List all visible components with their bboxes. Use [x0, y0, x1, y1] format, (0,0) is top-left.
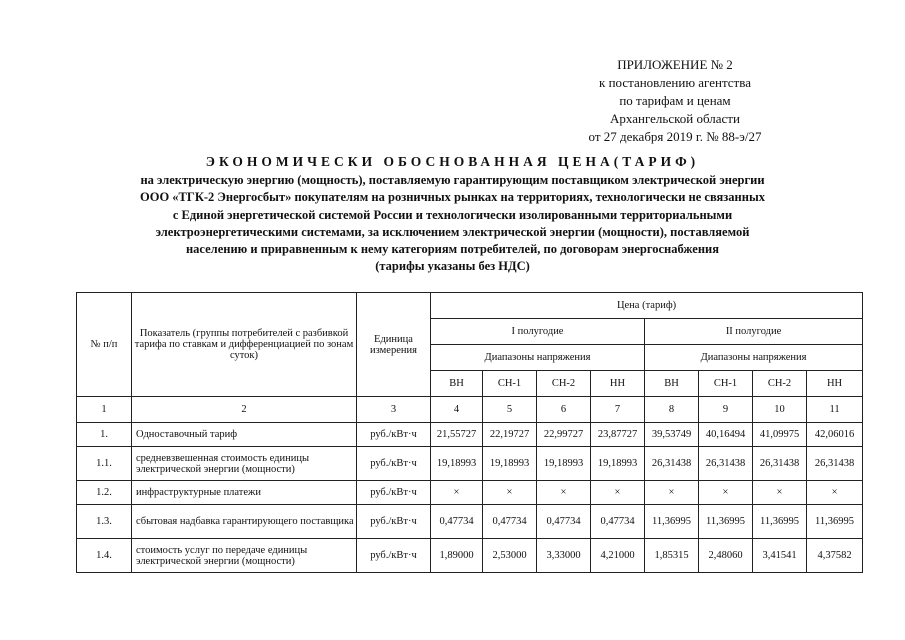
- header-ranges-2: Диапазоны напряжения: [645, 345, 863, 371]
- price-cell: 42,06016: [807, 423, 863, 447]
- row-unit: руб./кВт·ч: [357, 505, 431, 539]
- price-cell: 11,36995: [753, 505, 807, 539]
- price-cell: 3,41541: [753, 539, 807, 573]
- price-cell: 23,87727: [591, 423, 645, 447]
- price-cell: 22,19727: [483, 423, 537, 447]
- price-cell: 19,18993: [591, 447, 645, 481]
- row-indicator: сбытовая надбавка гарантирующего поставщика: [132, 505, 357, 539]
- column-number: 9: [699, 397, 753, 423]
- price-cell: 22,99727: [537, 423, 591, 447]
- appendix-line: ПРИЛОЖЕНИЕ № 2: [617, 57, 733, 72]
- appendix-line: по тарифам и ценам: [619, 93, 731, 108]
- price-cell: 41,09975: [753, 423, 807, 447]
- price-cell: 19,18993: [537, 447, 591, 481]
- price-cell: 4,37582: [807, 539, 863, 573]
- header-voltage: НН: [807, 371, 863, 397]
- subtitle-line: электроэнергетическими системами, за исключением электрической энергии (мощности), поставляемой: [155, 224, 750, 239]
- subtitle-line: ООО «ТГК-2 Энергосбыт» покупателям на розничных рынках на территориях, технологически не связанных: [140, 190, 765, 205]
- price-cell: 4,21000: [591, 539, 645, 573]
- tariff-table: [76, 292, 863, 573]
- table-row: [77, 505, 863, 539]
- price-cell: ×: [591, 481, 645, 505]
- subtitle-line: (тарифы указаны без НДС): [375, 259, 530, 274]
- price-cell: ×: [699, 481, 753, 505]
- document-subtitle: [60, 172, 845, 276]
- column-number: 7: [591, 397, 645, 423]
- price-cell: 0,47734: [591, 505, 645, 539]
- row-number: 1.2.: [77, 481, 132, 505]
- price-cell: 26,31438: [645, 447, 699, 481]
- price-cell: 11,36995: [699, 505, 753, 539]
- price-cell: ×: [537, 481, 591, 505]
- appendix-line: Архангельской области: [610, 111, 740, 126]
- price-cell: 0,47734: [483, 505, 537, 539]
- price-cell: 19,18993: [431, 447, 483, 481]
- header-voltage: СН-2: [537, 371, 591, 397]
- row-unit: руб./кВт·ч: [357, 423, 431, 447]
- subtitle-line: населению и приравненным к нему категориям потребителей, по договорам энергоснабжения: [185, 242, 719, 257]
- table-row: [77, 423, 863, 447]
- row-number: 1.3.: [77, 505, 132, 539]
- price-cell: 3,33000: [537, 539, 591, 573]
- document-title: ЭКОНОМИЧЕСКИ ОБОСНОВАННАЯ ЦЕНА(ТАРИФ): [205, 154, 700, 169]
- price-cell: ×: [753, 481, 807, 505]
- price-cell: 40,16494: [699, 423, 753, 447]
- header-no: № п/п: [77, 293, 132, 397]
- column-number: 10: [753, 397, 807, 423]
- price-cell: ×: [483, 481, 537, 505]
- column-number: 11: [807, 397, 863, 423]
- row-number: 1.1.: [77, 447, 132, 481]
- row-indicator: стоимость услуг по передаче единицы электрической энергии (мощности): [132, 539, 357, 573]
- column-number: 2: [132, 397, 357, 423]
- header-voltage: ВН: [431, 371, 483, 397]
- column-number: 6: [537, 397, 591, 423]
- appendix-header: [540, 56, 810, 146]
- price-cell: 1,85315: [645, 539, 699, 573]
- price-cell: 26,31438: [699, 447, 753, 481]
- header-half-2: II полугодие: [645, 319, 863, 345]
- header-voltage: СН-2: [753, 371, 807, 397]
- price-cell: 0,47734: [431, 505, 483, 539]
- price-cell: 2,53000: [483, 539, 537, 573]
- column-number: 5: [483, 397, 537, 423]
- header-voltage: СН-1: [699, 371, 753, 397]
- row-unit: руб./кВт·ч: [357, 481, 431, 505]
- subtitle-line: с Единой энергетической системой России и технологически изолированными территориальными: [172, 207, 733, 222]
- header-ranges-1: Диапазоны напряжения: [431, 345, 645, 371]
- row-unit: руб./кВт·ч: [357, 539, 431, 573]
- row-indicator: инфраструктурные платежи: [132, 481, 357, 505]
- price-cell: 0,47734: [537, 505, 591, 539]
- row-number: 1.: [77, 423, 132, 447]
- table-row: [77, 481, 863, 505]
- price-cell: 19,18993: [483, 447, 537, 481]
- price-cell: 11,36995: [645, 505, 699, 539]
- table-row: [77, 447, 863, 481]
- subtitle-line: на электрическую энергию (мощность), поставляемую гарантирующим поставщиком электрической энергии: [140, 173, 765, 187]
- price-cell: 39,53749: [645, 423, 699, 447]
- price-cell: ×: [645, 481, 699, 505]
- price-cell: ×: [431, 481, 483, 505]
- row-unit: руб./кВт·ч: [357, 447, 431, 481]
- price-cell: 1,89000: [431, 539, 483, 573]
- row-indicator: Одноставочный тариф: [132, 423, 357, 447]
- header-indicator: Показатель (группы потребителей с разбивкой тарифа по ставкам и дифференциацией по зонам суток): [132, 293, 357, 397]
- price-cell: 26,31438: [807, 447, 863, 481]
- column-number: 8: [645, 397, 699, 423]
- header-price: Цена (тариф): [431, 293, 863, 319]
- row-indicator: средневзвешенная стоимость единицы электрической энергии (мощности): [132, 447, 357, 481]
- table-row: [77, 539, 863, 573]
- price-cell: 26,31438: [753, 447, 807, 481]
- column-number: 4: [431, 397, 483, 423]
- header-voltage: ВН: [645, 371, 699, 397]
- appendix-line: к постановлению агентства: [599, 75, 751, 90]
- price-cell: 11,36995: [807, 505, 863, 539]
- header-half-1: I полугодие: [431, 319, 645, 345]
- column-number: 3: [357, 397, 431, 423]
- row-number: 1.4.: [77, 539, 132, 573]
- column-number: 1: [77, 397, 132, 423]
- header-unit: Единица измерения: [357, 293, 431, 397]
- header-voltage: НН: [591, 371, 645, 397]
- price-cell: 2,48060: [699, 539, 753, 573]
- price-cell: 21,55727: [431, 423, 483, 447]
- header-voltage: СН-1: [483, 371, 537, 397]
- price-cell: ×: [807, 481, 863, 505]
- appendix-line: от 27 декабря 2019 г. № 88-э/27: [588, 129, 762, 144]
